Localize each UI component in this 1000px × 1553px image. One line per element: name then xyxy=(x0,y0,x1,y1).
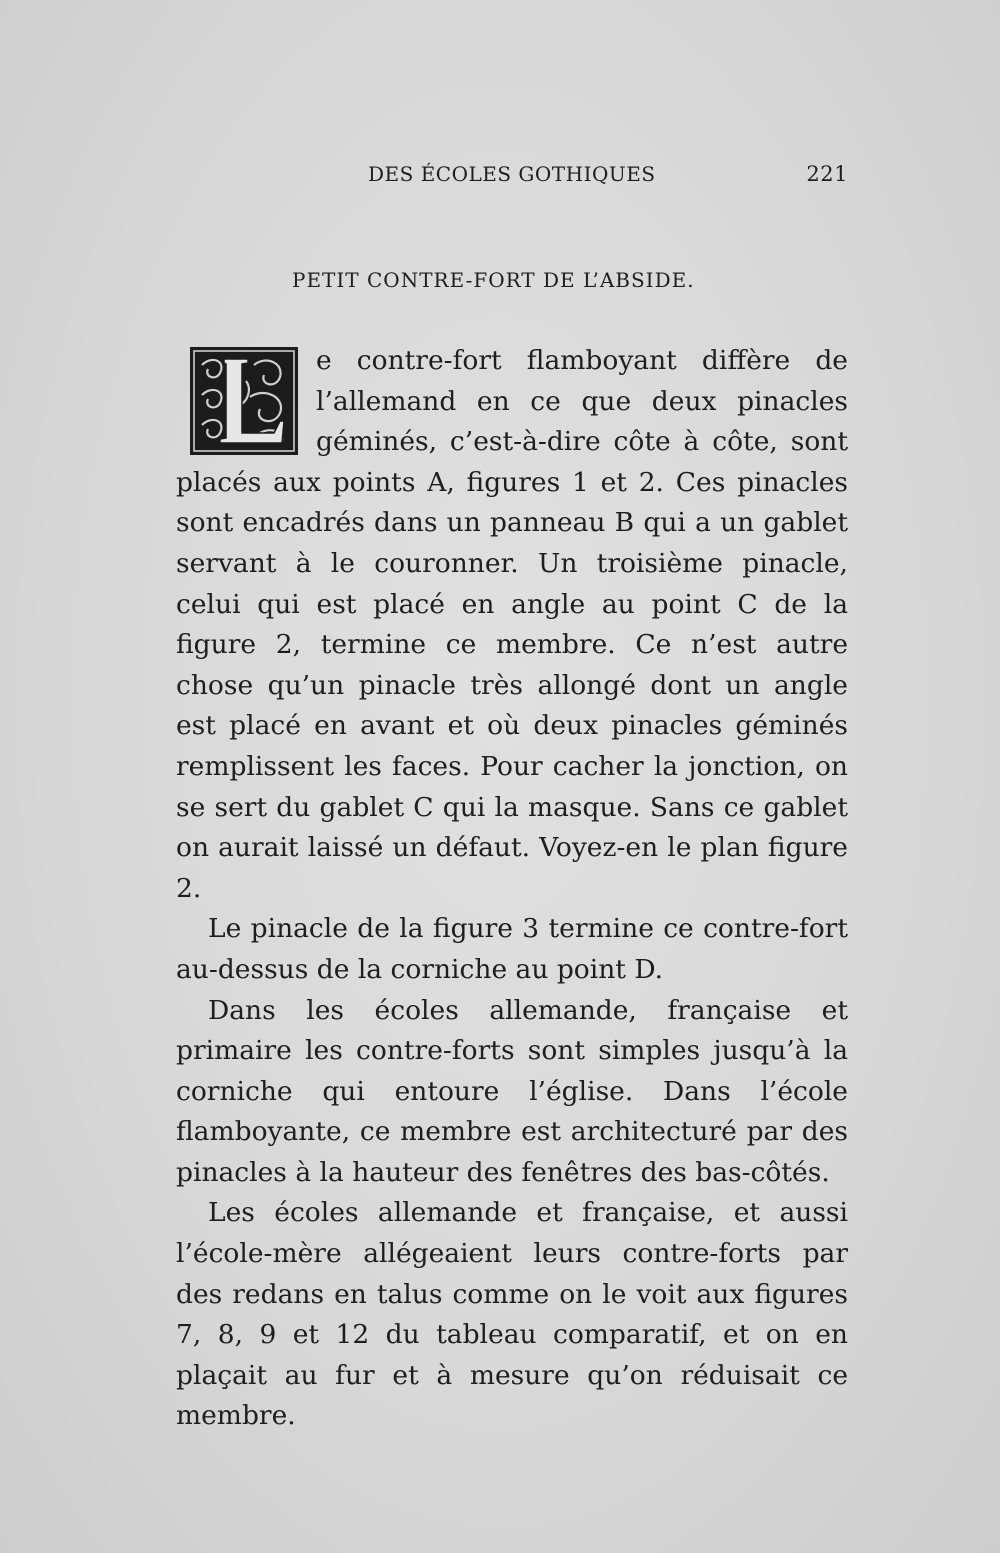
page-number: 221 xyxy=(806,162,848,186)
section-title: PETIT CONTRE-FORT DE L’ABSIDE. xyxy=(292,268,695,292)
paragraph-1-text: e contre-fort flamboyant diffère de l’allemand en ce que deux pinacles géminés, c’est-à-dire côte à côte, sont placés aux points A, figures 1 et 2. Ces pinacles sont encadrés dans un panneau B qui a un gablet servant à le couronner. Un troisième pinacle, celui qui est placé en angle au point C de la figure 2, termine ce membre. Ce n’est autre chose qu’un pinacle très allongé dont un angle est placé en avant et où deux pinacles géminés remplissent les faces. Pour cacher la jonction, on se sert du gablet C qui la masque. Sans ce gablet on aurait laissé un défaut. Voyez-en le plan figure 2. xyxy=(176,345,848,904)
paragraph-4: Les écoles allemande et française, et aussi l’école-mère allégeaient leurs contre-forts par des redans en talus comme on le voit aux figures 7, 8, 9 et 12 du tableau comparatif, et on en plaçait au fur et à mesure qu’on réduisait ce membre. xyxy=(176,1197,848,1432)
drop-cap-ornament xyxy=(190,347,298,455)
body-text xyxy=(176,341,848,1437)
paragraph-2: Le pinacle de la figure 3 termine ce contre-fort au-dessus de la corniche au point D. xyxy=(176,913,848,985)
paragraph-1 xyxy=(176,341,848,909)
ornamental-drop-cap xyxy=(190,347,298,455)
running-header xyxy=(368,162,850,192)
drop-cap-letter: L xyxy=(234,407,235,408)
running-title: DES ÉCOLES GOTHIQUES xyxy=(368,162,656,186)
paragraph-3: Dans les écoles allemande, française et primaire les contre-forts sont simples jusqu’à la corniche qui entoure l’église. Dans l’école flamboyante, ce membre est architecturé par des pinacles à la hauteur des fenêtres des bas-côtés. xyxy=(176,994,848,1188)
